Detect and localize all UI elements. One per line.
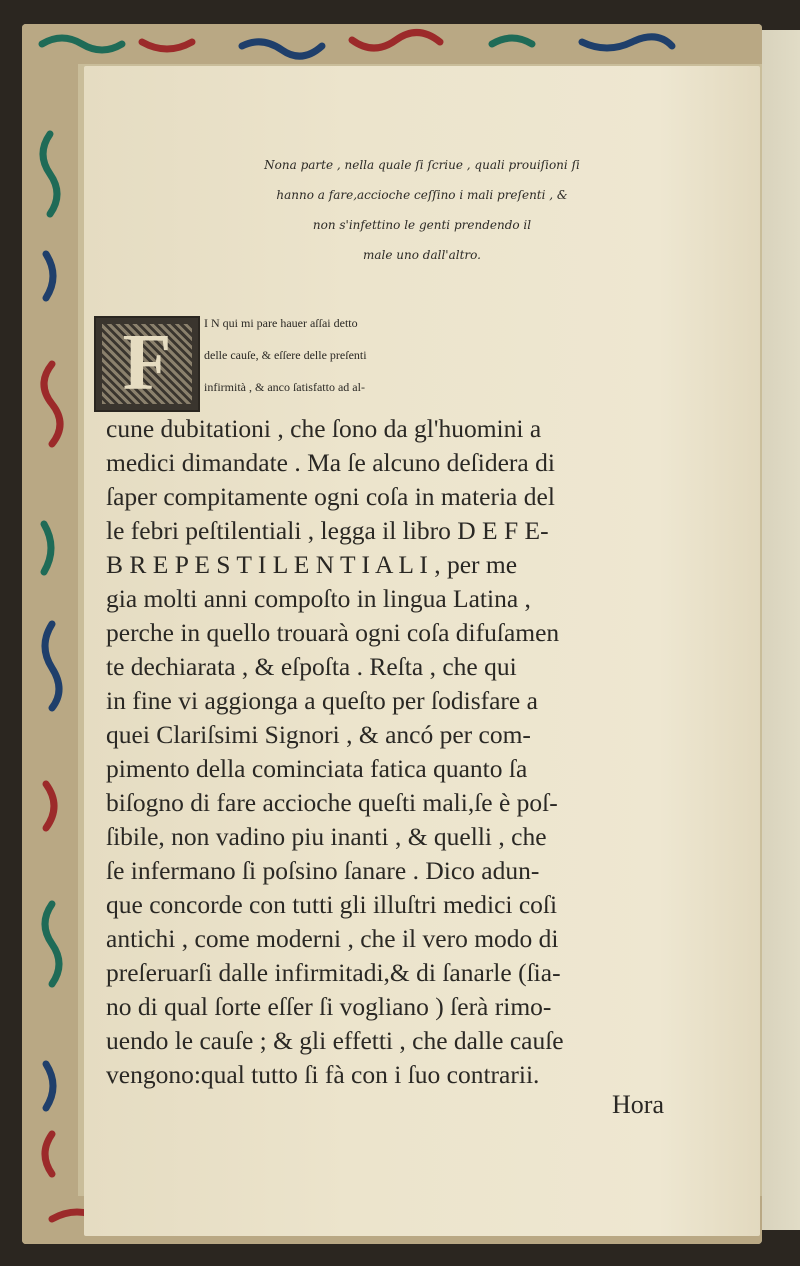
body-line-16: ſibile, non vadino piu inanti , & quelli , che [106, 822, 547, 851]
body-line-18: que concorde con tutti gli illuſtri medici coſi [106, 890, 558, 919]
heading-line-2: hanno a fare,accioche ceſſino i mali preſenti , & [276, 188, 568, 202]
body-line-15: biſogno di fare accioche queſti mali,ſe è poſ- [106, 788, 558, 817]
body-line-8: B R E P E S T I L E N T I A L I , per me [106, 550, 518, 579]
body-line-23: vengono:qual tutto ſi fà con i ſuo contrarii. [106, 1060, 540, 1089]
body-line-6: ſaper compitamente ogni coſa in materia del [106, 482, 555, 511]
body-line-1: I N qui mi pare hauer aſſai detto [204, 316, 358, 330]
decorated-initial [94, 316, 200, 412]
body-line-5: medici dimandate . Ma ſe alcuno deſidera di [106, 448, 555, 477]
body-line-10: perche in quello trouarà ogni coſa difuſamen [106, 618, 560, 647]
book-page [84, 66, 760, 1236]
body-line-22: uendo le cauſe ; & gli effetti , che dalle cauſe [106, 1026, 564, 1055]
body-line-9: gia molti anni compoſto in lingua Latina , [106, 584, 531, 613]
heading-line-4: male uno dall'altro. [363, 248, 481, 262]
body-line-13: quei Clariſsimi Signori , & ancó per com- [106, 720, 531, 749]
initial-letter: F [122, 319, 172, 407]
body-line-2: delle cauſe, & eſſere delle preſenti [204, 348, 367, 362]
body-line-21: no di qual ſorte eſſer ſi vogliano ) ſerà rimo- [106, 992, 552, 1021]
body-line-3: infirmità , & anco ſatisfatto ad al- [204, 380, 365, 394]
body-line-12: in fine vi aggionga a queſto per ſodisfare a [106, 686, 538, 715]
body-line-20: preſeruarſi dalle infirmitadi,& di ſanarle (ſia- [106, 958, 561, 987]
body-line-11: te dechiarata , & eſpoſta . Reſta , che qui [106, 652, 517, 681]
heading-line-1: Nona parte , nella quale ſi ſcriue , quali prouiſioni ſi [264, 158, 580, 172]
body-line-14: pimento della cominciata fatica quanto ſa [106, 754, 528, 783]
body-line-4: cune dubitationi , che ſono da gl'huomini a [106, 414, 542, 443]
body-line-17: ſe infermano ſi poſsino ſanare . Dico adun- [106, 856, 540, 885]
marbled-binding [22, 24, 762, 1244]
catchword: Hora [612, 1090, 664, 1119]
heading-line-3: non s'infettino le genti prendendo il [312, 218, 532, 232]
body-line-7: le febri peſtilentiali , legga il libro D E F E- [106, 516, 549, 545]
body-line-19: antichi , come moderni , che il vero modo di [106, 924, 559, 953]
